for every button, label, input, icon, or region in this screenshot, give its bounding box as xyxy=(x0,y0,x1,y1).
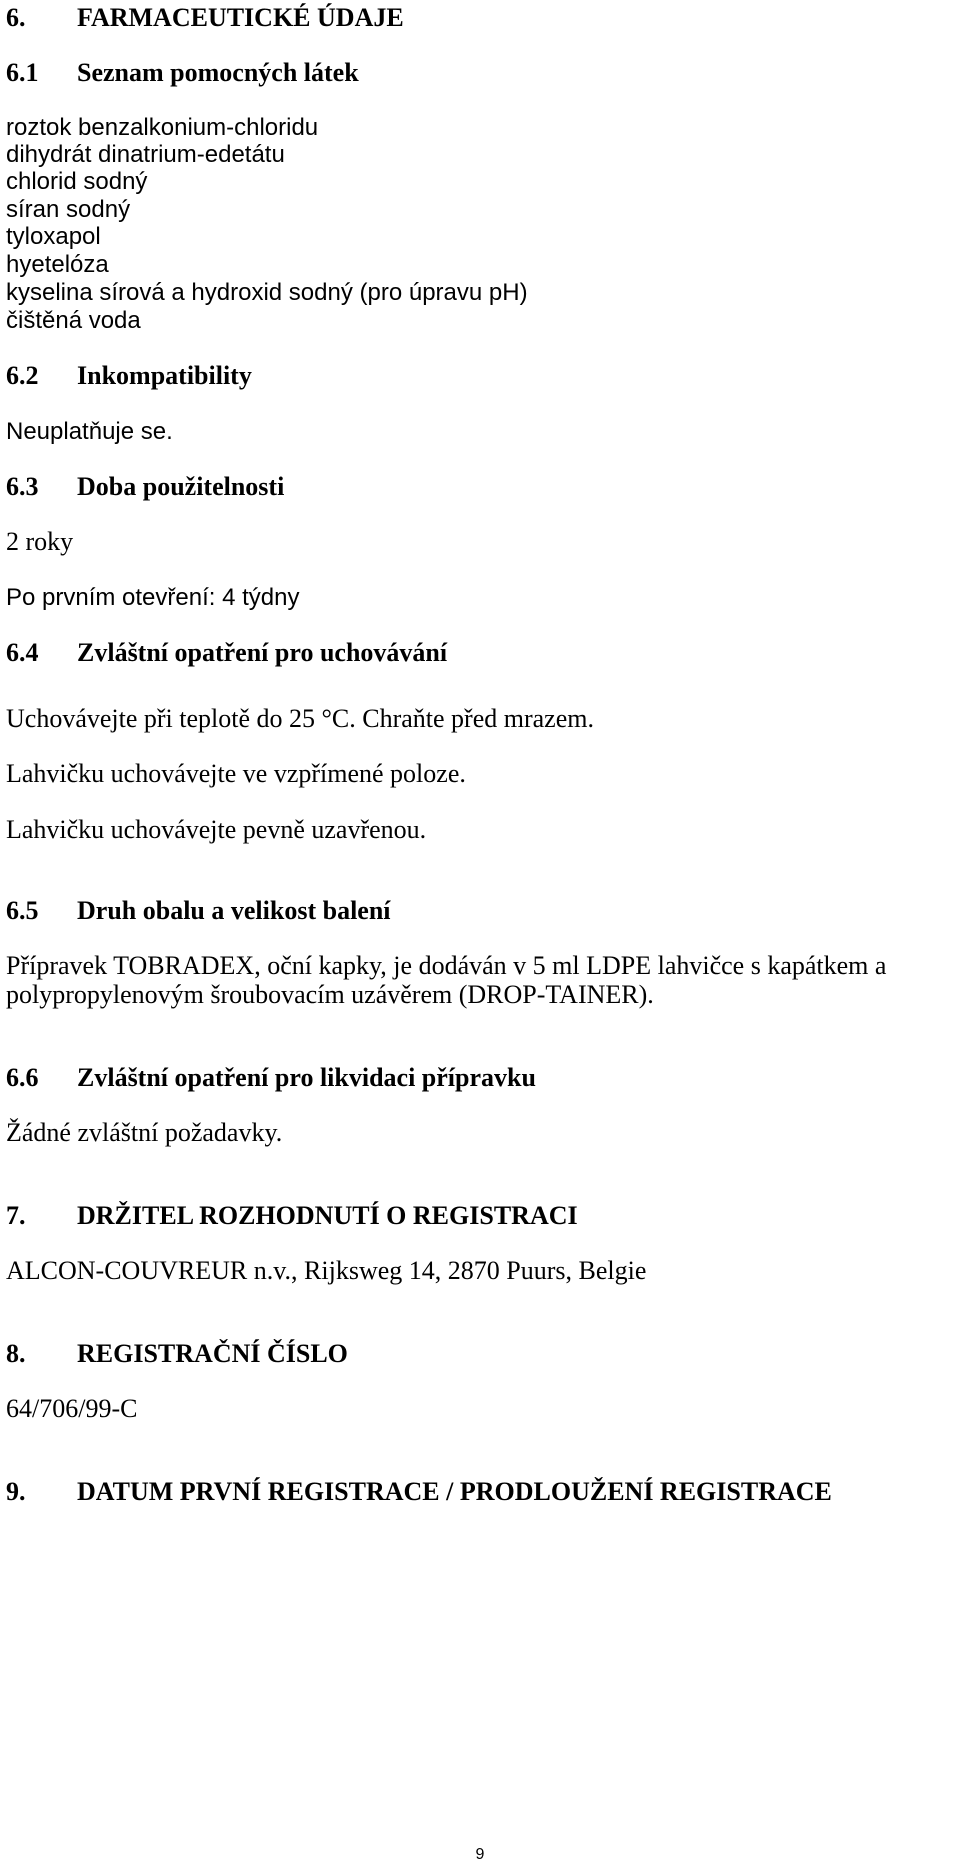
excipient-item: čištěná voda xyxy=(6,307,141,334)
heading-section-6-2 xyxy=(6,361,252,391)
shelf-life-text: 2 roky xyxy=(6,527,74,556)
storage-text: Lahvičku uchovávejte ve vzpřímené poloze. xyxy=(6,759,466,788)
registration-number: 64/706/99-C xyxy=(6,1394,138,1423)
excipient-item: kyselina sírová a hydroxid sodný (pro úpravu pH) xyxy=(6,279,528,306)
excipient-item: chlorid sodný xyxy=(6,168,148,195)
heading-number: 6.3 xyxy=(6,472,39,501)
heading-title: DRŽITEL ROZHODNUTÍ O REGISTRACI xyxy=(77,1201,578,1230)
heading-title: Seznam pomocných látek xyxy=(77,58,359,87)
heading-section-6-4 xyxy=(6,638,447,668)
heading-title: FARMACEUTICKÉ ÚDAJE xyxy=(77,3,404,32)
heading-title: Inkompatibility xyxy=(77,361,252,390)
heading-section-8 xyxy=(6,1339,348,1369)
heading-section-6-1 xyxy=(6,58,359,88)
heading-section-6 xyxy=(6,3,404,33)
heading-section-6-6 xyxy=(6,1063,536,1093)
page-number: 9 xyxy=(475,1846,485,1863)
incompatibility-text: Neuplatňuje se. xyxy=(6,418,173,445)
packaging-text: polypropylenovým šroubovacím uzávěrem (DROP-TAINER). xyxy=(6,980,654,1009)
excipient-item: tyloxapol xyxy=(6,223,101,250)
heading-number: 6.2 xyxy=(6,361,39,390)
heading-title: Doba použitelnosti xyxy=(77,472,285,501)
heading-title: DATUM PRVNÍ REGISTRACE / PRODLOUŽENÍ REGISTRACE xyxy=(77,1477,832,1506)
heading-section-7 xyxy=(6,1201,578,1231)
after-opening-text: Po prvním otevření: 4 týdny xyxy=(6,584,300,611)
packaging-text: Přípravek TOBRADEX, oční kapky, je dodáván v 5 ml LDPE lahvičce s kapátkem a xyxy=(6,951,887,980)
excipient-item: roztok benzalkonium-chloridu xyxy=(6,114,319,141)
heading-number: 6. xyxy=(6,3,26,32)
heading-number: 6.6 xyxy=(6,1063,39,1092)
heading-number: 8. xyxy=(6,1339,26,1368)
excipient-item: hyetelóza xyxy=(6,251,109,278)
heading-title: Zvláštní opatření pro likvidaci přípravku xyxy=(77,1063,536,1092)
storage-text: Uchovávejte při teplotě do 25 °C. Chraňte před mrazem. xyxy=(6,704,594,733)
heading-title: REGISTRAČNÍ ČÍSLO xyxy=(77,1339,348,1368)
disposal-text: Žádné zvláštní požadavky. xyxy=(6,1118,283,1147)
heading-number: 6.4 xyxy=(6,638,39,667)
heading-number: 9. xyxy=(6,1477,26,1506)
heading-section-9 xyxy=(6,1477,832,1507)
heading-number: 7. xyxy=(6,1201,26,1230)
heading-title: Druh obalu a velikost balení xyxy=(77,896,391,925)
heading-title: Zvláštní opatření pro uchovávání xyxy=(77,638,448,667)
excipient-item: dihydrát dinatrium-edetátu xyxy=(6,141,285,168)
heading-number: 6.5 xyxy=(6,896,39,925)
holder-address: ALCON-COUVREUR n.v., Rijksweg 14, 2870 Puurs, Belgie xyxy=(6,1256,647,1285)
excipient-item: síran sodný xyxy=(6,196,131,223)
heading-number: 6.1 xyxy=(6,58,39,87)
heading-section-6-5 xyxy=(6,896,391,926)
heading-section-6-3 xyxy=(6,472,284,502)
storage-text: Lahvičku uchovávejte pevně uzavřenou. xyxy=(6,815,427,844)
